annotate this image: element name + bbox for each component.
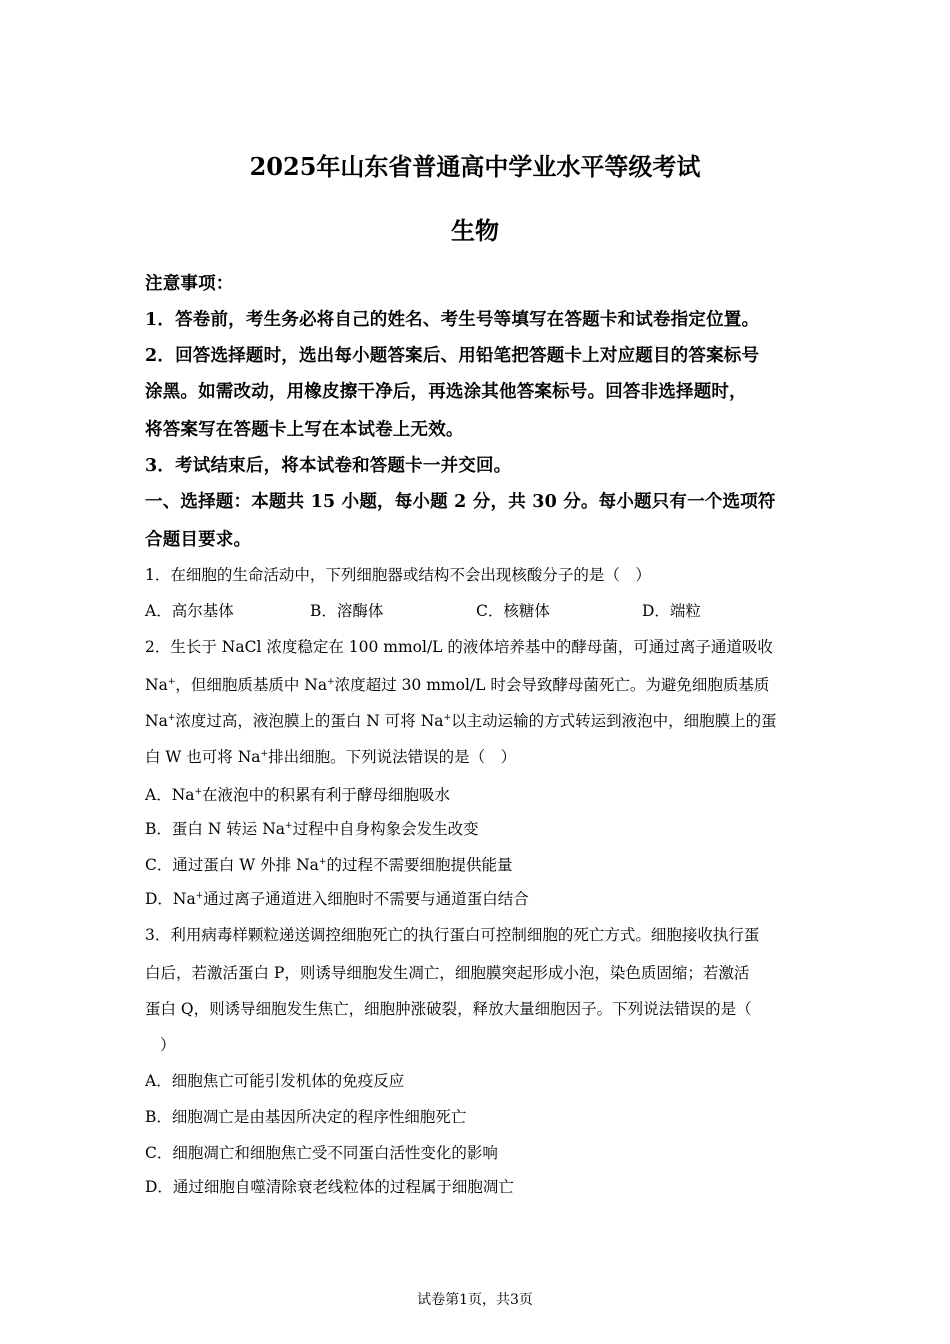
question-1-stem: 1．在细胞的生命活动中，下列细胞器或结构不会出现核酸分子的是（ ） — [145, 566, 651, 584]
question-1-option-d: D．端粒 — [642, 602, 701, 620]
question-3-option-d: D．通过细胞自噬清除衰老线粒体的过程属于细胞凋亡 — [145, 1178, 514, 1196]
question-3-line-2: 白后，若激活蛋白 P，则诱导细胞发生凋亡，细胞膜突起形成小泡，染色质固缩；若激活 — [145, 964, 750, 982]
question-2-line-3: Na+浓度过高，液泡膜上的蛋白 N 可将 Na+以主动运输的方式转运到液泡中，细胞膜上的蛋 — [145, 712, 777, 730]
question-1-option-b: B．溶酶体 — [310, 602, 384, 620]
question-1-option-a: A．高尔基体 — [145, 602, 234, 620]
question-3-line-1: 3．利用病毒样颗粒递送调控细胞死亡的执行蛋白可控制细胞的死亡方式。细胞接收执行蛋 — [145, 926, 760, 944]
question-3-option-b: B．细胞凋亡是由基因所决定的程序性细胞死亡 — [145, 1108, 467, 1126]
question-2-line-4: 白 W 也可将 Na+排出细胞。下列说法错误的是（ ） — [145, 748, 517, 766]
question-2-line-1: 2．生长于 NaCl 浓度稳定在 100 mmol/L 的液体培养基中的酵母菌，可通过离子通道吸收 — [145, 638, 773, 656]
question-3-line-4: ） — [160, 1036, 176, 1054]
notice-item-3: 3．考试结束后，将本试卷和答题卡一并交回。 — [145, 456, 512, 476]
section-1-heading-line-1: 一、选择题：本题共 15 小题，每小题 2 分，共 30 分。每小题只有一个选项符 — [145, 492, 776, 512]
question-3-line-3: 蛋白 Q，则诱导细胞发生焦亡，细胞肿涨破裂，释放大量细胞因子。下列说法错误的是（ — [145, 1000, 752, 1018]
question-2-option-d: D．Na+通过离子通道进入细胞时不需要与通道蛋白结合 — [145, 890, 529, 908]
question-2-option-b: B．蛋白 N 转运 Na+过程中自身构象会发生改变 — [145, 820, 479, 838]
question-2-option-a: A．Na+在液泡中的积累有利于酵母细胞吸水 — [145, 786, 451, 804]
question-1-option-c: C．核糖体 — [476, 602, 550, 620]
notice-heading: 注意事项： — [145, 274, 234, 294]
page-footer: 试卷第1页，共3页 — [417, 1292, 533, 1308]
question-3-option-a: A．细胞焦亡可能引发机体的免疫反应 — [145, 1072, 405, 1090]
question-3-option-c: C．细胞凋亡和细胞焦亡受不同蛋白活性变化的影响 — [145, 1144, 498, 1162]
section-1-heading-line-2: 合题目要求。 — [145, 530, 252, 550]
question-2-line-2: Na+，但细胞质基质中 Na+浓度超过 30 mmol/L 时会导致酵母菌死亡。为避免细胞质基质 — [145, 676, 770, 694]
subject-title: 生物 — [451, 216, 499, 245]
notice-item-2-line-1: 2．回答选择题时，选出每小题答案后、用铅笔把答题卡上对应题目的答案标号 — [145, 346, 760, 366]
exam-title: 2025年山东省普通高中学业水平等级考试 — [249, 152, 701, 181]
notice-item-1: 1．答卷前，考生务必将自己的姓名、考生号等填写在答题卡和试卷指定位置。 — [145, 310, 760, 330]
question-2-option-c: C．通过蛋白 W 外排 Na+的过程不需要细胞提供能量 — [145, 856, 513, 874]
notice-item-2-line-3: 将答案写在答题卡上写在本试卷上无效。 — [145, 420, 464, 440]
notice-item-2-line-2: 涂黑。如需改动，用橡皮擦干净后，再选涂其他答案标号。回答非选择题时， — [145, 382, 747, 402]
